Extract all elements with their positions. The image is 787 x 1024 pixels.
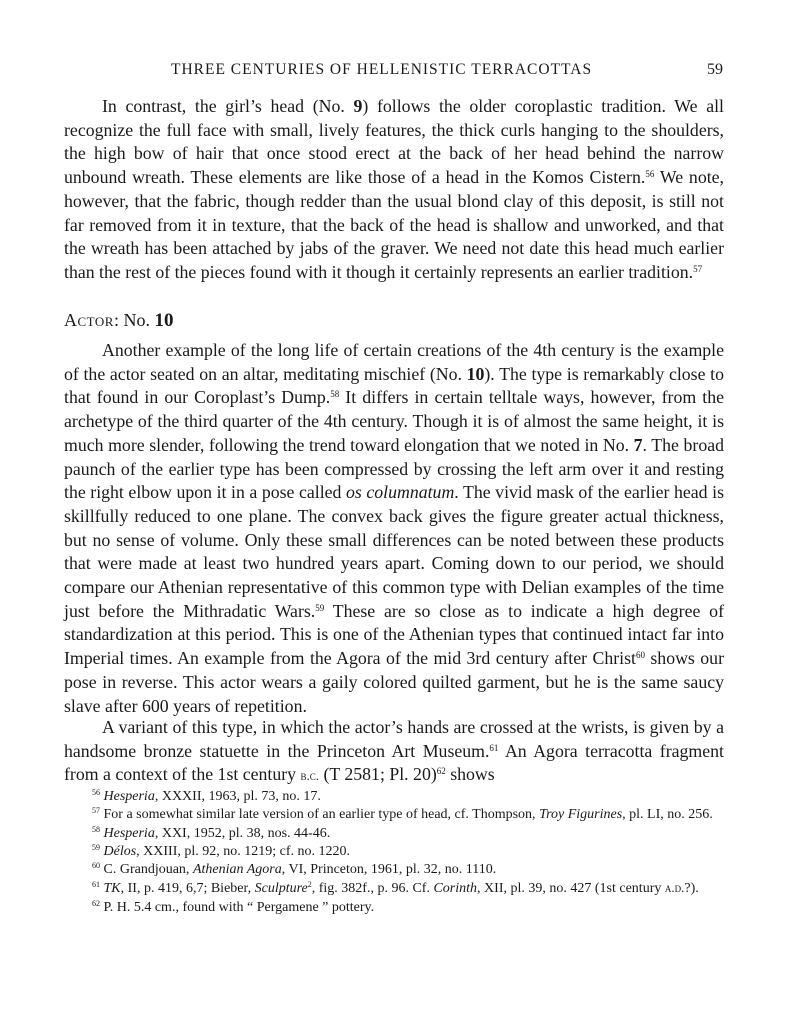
running-header (0, 61, 787, 83)
footnote-ref-61[interactable]: 61 (489, 742, 499, 753)
footnote-ref-59[interactable]: 59 (315, 602, 325, 613)
section-heading-actor: Actor: No. 10 (64, 310, 174, 331)
footnotes (64, 788, 724, 917)
paragraph-variant: A variant of this type, in which the actor’s hands are crossed at the wrists, is given by a handsome bronze statuette in the Princeton Art Museum.$^{61}$ An Agora terracotta fragment from a context of the 1st century b.c. (T 2581; Pl. 20)$^{62}$ shows (64, 717, 724, 785)
footnote-60: $^{60}$ C. Grandjouan, Athenian Agora, VI, Princeton, 1961, pl. 32, no. 1110. (92, 861, 497, 878)
paragraph-actor: Another example of the long life of certain creations of the 4th century is the example of the actor seated on an altar, meditating mischief (No. 10). The type is remarkably close to that found in our Coroplast’s Dump.$^{58}$ It differs in certain telltale ways, however, from the archetype of the third quarter of the 4th century. Though it is of almost the same height, it is much more slender, following the trend toward elongation that we noted in No. 7. The broad paunch of the earlier type has been compressed by crossing the left arm over it and resting the right elbow upon it in a pose called os columnatum. The vivid mask of the earlier head is skillfully reduced to one plane. The convex back gives the figure greater actual thickness, but no sense of volume. Only these small differences can be noted between these products that were made at least two hundred years apart. Coming down to our period, we should compare our Athenian representative of this common type with Delian examples of the time just before the Mithradatic Wars.$^{59}$ These are so close as to indicate a high degree of standardization at this period. This is one of the Athenian types that continued intact far into Imperial times. An example from the Agora of the mid 3rd century after Christ$^{60}$ shows our pose in reverse. This actor wears a gaily colored quilted garment, but he is the same saucy slave after 600 years of repetition. (64, 340, 725, 716)
footnote-ref-62[interactable]: 62 (436, 766, 446, 777)
footnote-ref-56[interactable]: 56 (645, 169, 655, 180)
running-title: THREE CENTURIES OF HELLENISTIC TERRACOTTAS (171, 61, 593, 78)
footnote-62: $^{62}$ P. H. 5.4 cm., found with “ Pergamene ” pottery. (92, 898, 375, 915)
footnote-58: $^{58}$ Hesperia, XXI, 1952, pl. 38, nos. 44-46. (92, 824, 331, 841)
paragraph-girls-head: In contrast, the girl’s head (No. 9) follows the older coroplastic tradition. We all recognize the full face with small, lively features, the thick curls hanging to the shoulders, the high bow of hair that once stood erect at the back of her head behind the narrow unbound wreath. These elements are like those of a head in the Komos Cistern.$^{56}$ We note, however, that the fabric, though redder than the usual blond clay of this deposit, is still not far removed from it in texture, that the back of the head is shallow and unworked, and that the wreath has been attached by jabs of the graver. We need not date this head much earlier than the rest of the pieces found with it though it certainly represents an earlier tradition.$^{57}$ (64, 96, 724, 282)
footnote-59: $^{59}$ Délos, XXIII, pl. 92, no. 1219; cf. no. 1220. (92, 842, 351, 859)
footnote-ref-60[interactable]: 60 (635, 650, 645, 661)
footnote-ref-58[interactable]: 58 (330, 389, 340, 400)
footnote-56: $^{56}$ Hesperia, XXXII, 1963, pl. 73, no. 17. (92, 788, 321, 804)
page-number: 59 (707, 61, 723, 78)
footnote-ref-57[interactable]: 57 (693, 263, 703, 274)
footnote-61: $^{61}$ TK, II, p. 419, 6,7; Bieber, Sculpture$^2$, fig. 382f., p. 96. Cf. Corinth, XII, pl. 39, no. 427 (1st century a.d.?). (92, 880, 699, 897)
footnote-57: $^{57}$ For a somewhat similar late version of an earlier type of head, cf. Thompson, Troy Figurines, pl. LI, no. 256. (92, 806, 713, 823)
